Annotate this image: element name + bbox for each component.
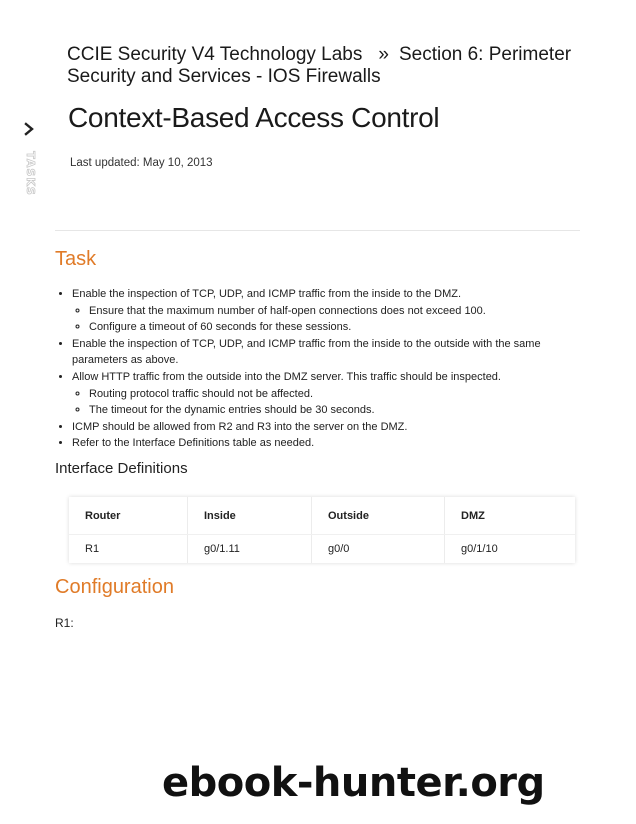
chevron-right-icon[interactable]	[23, 122, 35, 136]
table-header-row	[69, 497, 575, 535]
task-subitem: ◦ Ensure that the maximum number of half-open connections does not exceed 100.	[89, 303, 582, 320]
device-label: R1:	[55, 616, 74, 630]
task-subitem: ◦ Routing protocol traffic should not be affected.	[89, 386, 582, 403]
watermark: ebook-hunter.org	[162, 760, 545, 806]
configuration-heading: Configuration	[55, 576, 174, 598]
last-updated: Last updated: May 10, 2013	[70, 157, 213, 169]
task-item	[72, 369, 582, 419]
task-item	[72, 435, 582, 452]
task-heading: Task	[55, 248, 97, 270]
breadcrumb-separator: »	[378, 44, 389, 65]
header-divider	[55, 230, 580, 231]
task-subitem: ◦ Configure a timeout of 60 seconds for these sessions.	[89, 319, 582, 336]
task-item-text: Enable the inspection of TCP, UDP, and ICMP traffic from the inside to the DMZ.	[72, 288, 462, 300]
task-sublist	[72, 303, 582, 336]
table-cell-inside: g0/1.11	[188, 535, 312, 564]
task-subitem: ◦ The timeout for the dynamic entries should be 30 seconds.	[89, 402, 582, 419]
table-cell-router: R1	[69, 535, 188, 564]
interface-definitions-heading: Interface Definitions	[55, 460, 188, 477]
column-header-outside: Outside	[312, 497, 445, 535]
task-item-text: Enable the inspection of TCP, UDP, and ICMP traffic from the inside to the outside with the same parameters as above.	[72, 337, 541, 367]
task-item	[72, 336, 582, 369]
breadcrumb-course[interactable]: CCIE Security V4 Technology Labs	[67, 44, 363, 65]
tasks-side-tab-label: TASKS	[23, 150, 37, 196]
table-cell-dmz: g0/1/10	[461, 543, 498, 555]
page-title: Context-Based Access Control	[68, 102, 440, 133]
tasks-side-tab[interactable]	[14, 148, 46, 198]
breadcrumb-section[interactable]: Section 6: Perimeter Security and Services - IOS Firewalls	[67, 44, 572, 87]
interface-definitions-table	[69, 497, 575, 563]
column-header-inside: Inside	[188, 497, 312, 535]
task-item-text: Allow HTTP traffic from the outside into the DMZ server. This traffic should be inspected.	[72, 370, 501, 383]
task-list	[54, 286, 582, 452]
task-item	[72, 419, 582, 436]
task-item-text: Refer to the Interface Definitions table as needed.	[72, 437, 315, 450]
task-sublist	[72, 386, 582, 419]
table-row	[69, 535, 575, 564]
column-header-router: Router	[69, 497, 188, 535]
task-item-text: ICMP should be allowed from R2 and R3 into the server on the DMZ.	[72, 420, 408, 433]
breadcrumb	[67, 44, 607, 88]
column-header-dmz: DMZ	[445, 497, 576, 535]
table-cell-outside: g0/0	[312, 535, 445, 564]
task-item	[72, 286, 582, 336]
